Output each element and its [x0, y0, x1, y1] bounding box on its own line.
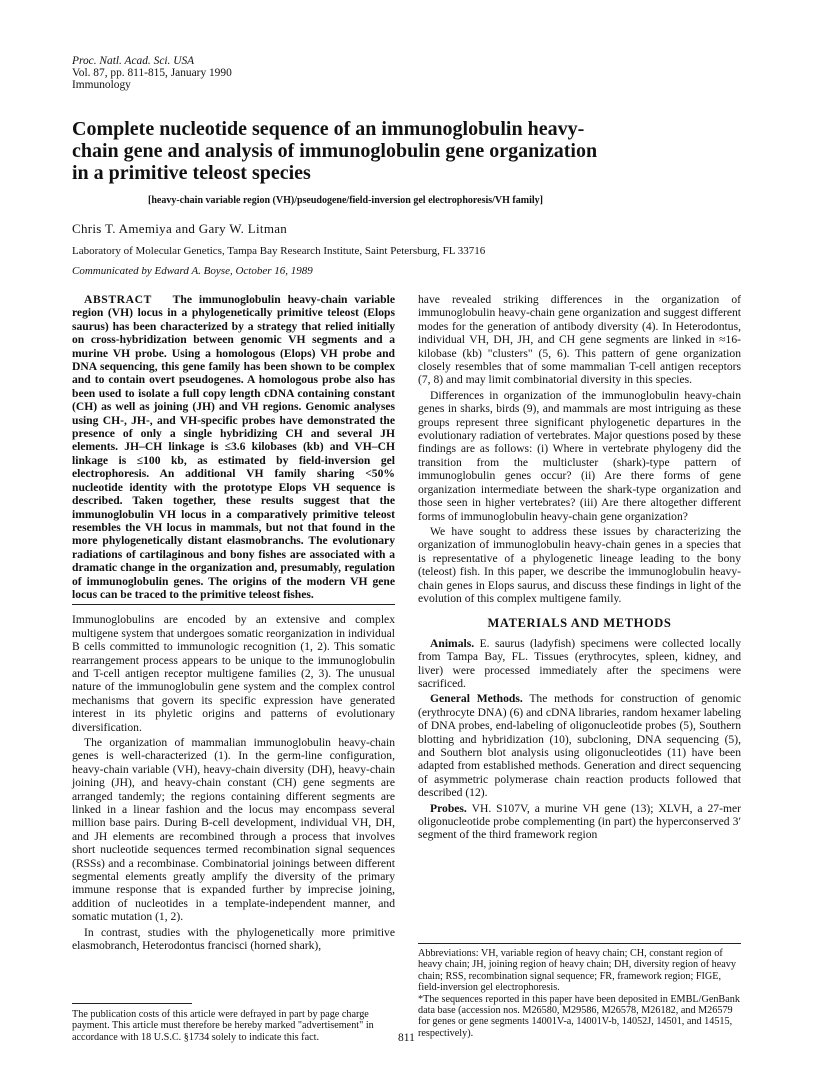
intro-paragraph-6: We have sought to address these issues by characterizing the organization of immunoglobulin heavy-chain genes in a species that is representative of a phylogenetic lineage leading to the bony (teleost) fish. In this paper, we describe the immunoglobulin heavy-chain genes in Elops saurus, and discuss these findings in light of the evolution of this complex multigene family. [418, 524, 741, 605]
publication-cost-text: The publication costs of this article were defrayed in part by page charge payment. This article must therefore be hereby marked "advertisement" in accordance with 18 U.S.C. §1734 solely to indicate this fact. [72, 1009, 374, 1043]
methods-probes [418, 802, 741, 842]
methods-probes-label: Probes. [430, 801, 467, 815]
intro-paragraph-5: Differences in organization of the immunoglobulin heavy-chain genes in sharks, birds (9), and mammals are most intriguing as these groups represent three significant phylogenetic departures in the evolutionary radiation of vertebrates. Major questions posed by these findings are as follows: (i) Where in vertebrate phylogeny did the transition from the multicluster (shark)-type pattern of immunoglobulin genes occur? (ii) Are there forms of gene organization intermediate between the shark-type organization and those seen in higher vertebrates? (iii) Are there altogether different forms of immunoglobulin heavy-chain gene organization? [418, 388, 741, 523]
abbreviations-divider [418, 943, 741, 944]
left-column [72, 293, 395, 955]
methods-animals [418, 637, 741, 691]
right-column [418, 293, 741, 844]
abstract-divider [72, 604, 395, 605]
communicated-by: Communicated by Edward A. Boyse, October 16, 1989 [72, 265, 313, 277]
affiliation: Laboratory of Molecular Genetics, Tampa Bay Research Institute, Saint Petersburg, FL 33716 [72, 245, 486, 257]
methods-probes-text: VH. S107V, a murine VH gene (13); XLVH, a 27-mer oligonucleotide probe complementing (in part) the hyperconserved 3′ segment of the third framework region [418, 801, 741, 842]
intro-paragraph-1: Immunoglobulins are encoded by an extensive and complex multigene system that undergoes somatic reorganization in individual B cells committed to immunologic recognition (1, 2). This somatic rearrangement process appears to be unique to the immunoglobulin and T-cell antigen receptor multigene families (2, 3). The unusual nature of the immunoglobulin gene system and the complex control mechanisms that govern its specific expression have generated interest in its phyletic origins and patterns of evolutionary diversification. [72, 613, 395, 734]
intro-paragraph-3: In contrast, studies with the phylogenetically more primitive elasmobranch, Heterodontus francisci (horned shark), [72, 925, 395, 953]
abbreviations-footnote [418, 943, 741, 1039]
page-number: 811 [398, 1032, 415, 1044]
authors: Chris T. Amemiya and Gary W. Litman [72, 221, 288, 236]
methods-general-label: General Methods. [430, 692, 523, 706]
abstract-label: ABSTRACT [84, 293, 152, 306]
journal-section: Immunology [72, 79, 131, 91]
keywords: [heavy-chain variable region (VH)/pseudogene/field-inversion gel electrophoresis/VH family] [148, 195, 543, 206]
footnote-divider [72, 1003, 192, 1004]
intro-paragraph-2: The organization of mammalian immunoglobulin heavy-chain genes is well-characterized (1). In the germ-line configuration, heavy-chain variable (VH), heavy-chain diversity (DH), heavy-chain joining (JH), and heavy-chain constant (CH) gene segments are arranged tandemly; the regions containing different segments are linked in a linear fashion and the locus may encompass several million base pairs. During B-cell development, individual VH, DH, and JH elements are recombined through a process that involves short nucleotide sequences termed recombination signal sequences (RSSs) and a recombinase. Combinatorial joinings between different segmental elements greatly amplify the diversity of the primary immune response that is expanded further by imprecise joining, addition of nucleotides in a template-independent manner, and somatic mutation (1, 2). [72, 736, 395, 924]
sequence-deposit-text: *The sequences reported in this paper have been deposited in EMBL/GenBank data base (accession nos. M26580, M29586, M26578, M26182, and M26579 for genes or gene segments 14001V-a, 14001V-b, 14052J, 14501, and 14515, respectively). [418, 993, 740, 1039]
abstract [72, 293, 395, 601]
methods-animals-label: Animals. [430, 636, 475, 650]
methods-general [418, 692, 741, 799]
abbreviations-text: Abbreviations: VH, variable region of heavy chain; CH, constant region of heavy chain; JH, joining region of heavy chain; DH, diversity region of heavy chain; RSS, recombination signal sequence; FR, framework region; FIGE, field-inversion gel electrophoresis. [418, 948, 736, 994]
article-title: Complete nucleotide sequence of an immunoglobulin heavy-chain gene and analysis of immunoglobulin gene organization in a primitive teleost species [72, 118, 598, 184]
methods-heading: MATERIALS AND METHODS [487, 616, 672, 631]
journal-volume: Vol. 87, pp. 811-815, January 1990 [72, 67, 232, 79]
methods-animals-text: E. saurus (ladyfish) specimens were collected locally from Tampa Bay, FL. Tissues (erythrocytes, spleen, kidney, and liver) were processed immediately after the specimens were sacrificed. [418, 636, 741, 690]
abstract-text: The immunoglobulin heavy-chain variable region (VH) locus in a phylogenetically primitive teleost (Elops saurus) has been characterized by a strategy that relied initially on cross-hybridization between genomic VH segments and a murine VH probe. Using a homologous (Elops) VH probe and DNA sequencing, this gene family has been shown to be complex and to contain overt pseudogenes. A homologous probe also has been used to isolate a full copy length cDNA containing constant (CH) as well as joining (JH) and VH regions. Genomic analyses using CH-, JH-, and VH-specific probes have demonstrated the presence of only a single hybridizing CH and several JH elements. JH–CH linkage is ≤3.6 kilobases (kb) and VH–CH linkage is ≤100 kb, as estimated by field-inversion gel electrophoresis. An additional VH family sharing <50% nucleotide identity with the prototype Elops VH sequence is described. Taken together, these results suggest that the immunoglobulin VH locus in a comparatively primitive teleost resembles the VH locus in mammals, but not that found in the more phylogenetically distant elasmobranchs. The evolutionary radiations of cartilaginous and bony fishes are associated with a dramatic change in the organization and, presumably, regulation of immunoglobulin genes. The origins of the modern VH gene locus can be traced to the primitive teleost fishes. [72, 293, 395, 601]
journal-name: Proc. Natl. Acad. Sci. USA [72, 55, 195, 67]
publication-cost-footnote [72, 1003, 395, 1043]
journal-header [72, 55, 232, 91]
methods-general-text: The methods for construction of genomic (erythrocyte DNA) (6) and cDNA libraries, random hexamer labeling of DNA probes, end-labeling of oligonucleotide probes (5), Southern blotting and hybridization (10), subcloning, DNA sequencing (5), and Southern blot analysis using oligonucleotides (11) have been adapted from established methods. Generation and direct sequencing of asymmetric polymerase chain reaction products followed that described (12). [418, 692, 741, 800]
intro-paragraph-4: have revealed striking differences in the organization of immunoglobulin heavy-chain gene organization and suggest different modes for the generation of antibody diversity (4). In Heterodontus, individual VH, DH, JH, and CH gene segments are linked in ≈16-kilobase (kb) "clusters" (5, 6). This pattern of gene organization closely resembles that of some mammalian T-cell antigen receptors (7, 8) and may limit combinatorial diversity in this species. [418, 293, 741, 387]
